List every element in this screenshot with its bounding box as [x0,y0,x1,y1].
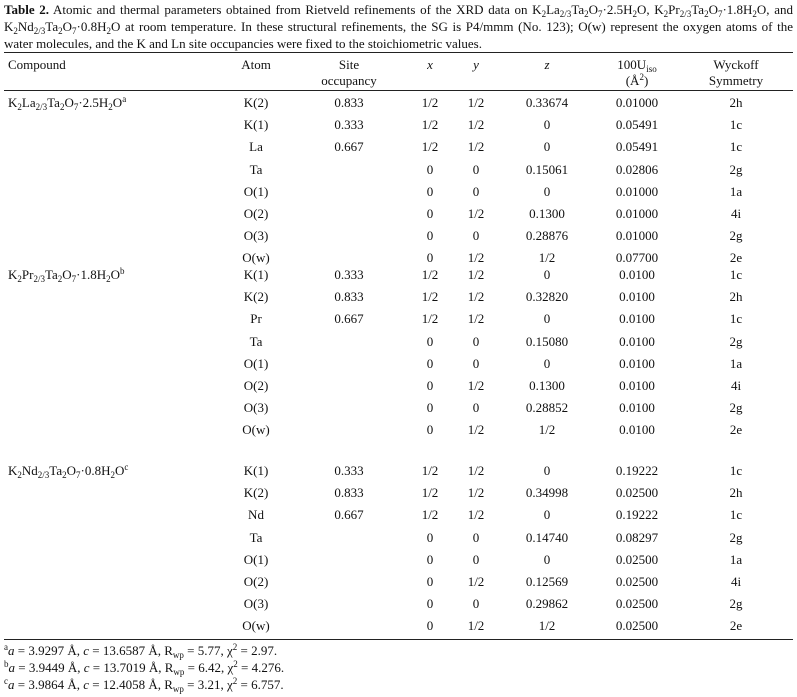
cell-wyckoff: 2h [729,289,743,305]
cell-uiso: 0.02500 [615,485,659,501]
cell-wyckoff: 2g [729,333,743,349]
cell-y: 1/2 [467,422,485,438]
cell-occupancy: 0.333 [334,463,364,478]
cell-wyckoff: 2g [729,596,743,612]
cell-atom: O(2) [243,378,269,393]
cell-atom: O(1) [243,551,269,567]
cell-z: 0 [543,311,551,327]
cell-y: 1/2 [467,139,485,155]
footnote: $^c$a = 3.9864 Å, c = 12.4058 Å, $R_{wp} = 3.21$, $\chi^2 = 6.757$. [4,676,284,694]
cell-x: 1/2 [421,311,439,327]
header-symmetry: Symmetry [708,73,764,88]
cell-y: 1/2 [467,574,485,589]
header-compound: Compound [8,57,66,72]
cell-y: 1/2 [467,618,485,634]
cell-atom: K(1) [243,117,269,133]
header-occupancy: occupancy [321,73,377,88]
header-x: x [427,57,433,72]
cell-wyckoff: 2g [729,161,743,177]
cell-uiso: 0.07700 [615,250,659,266]
header-atom: Atom [241,57,271,72]
cell-x: 0 [426,161,434,177]
cell-z: 0.1300 [529,378,565,393]
cell-uiso: 0.01000 [615,228,659,244]
cell-z: 0.33674 [525,95,569,110]
cell-y: 0 [472,596,480,612]
cell-uiso: 0.02500 [615,618,659,634]
cell-atom: O(w) [242,422,270,438]
cell-y: 1/2 [467,485,485,501]
cell-y: 0 [472,355,480,371]
cell-x: 0 [426,551,434,567]
top-rule [4,52,793,53]
cell-wyckoff: 1c [729,507,743,523]
cell-z: 0.14740 [525,529,569,545]
cell-uiso: 0.01000 [615,183,659,199]
cell-atom: K(2) [243,485,269,501]
cell-uiso: 0.0100 [619,355,655,371]
cell-y: 0 [472,161,480,177]
cell-y: 0 [472,183,480,199]
cell-x: 1/2 [421,267,439,282]
cell-atom: O(2) [243,206,269,221]
cell-uiso: 0.0100 [619,422,655,438]
cell-z: 0.28876 [525,228,569,244]
header-rule [4,90,793,91]
header-uiso-unit: $(Å^2)$ [625,72,649,88]
cell-uiso: 0.0100 [619,333,655,349]
cell-y: 1/2 [467,289,485,305]
compound-name: $K_2Pr_{2/3}Ta_2O_7\cdot 1.8H_2O^b$ [8,266,125,284]
cell-uiso: 0.02500 [615,551,659,567]
cell-x: 0 [426,618,434,634]
cell-wyckoff: 1c [729,311,743,327]
cell-wyckoff: 2h [729,95,743,110]
cell-x: 0 [426,596,434,612]
cell-atom: La [249,139,263,155]
cell-x: 0 [426,378,434,393]
header-wyckoff: Wyckoff [713,57,759,72]
cell-x: 1/2 [421,507,439,523]
cell-uiso: 0.19222 [615,463,659,478]
cell-y: 0 [472,551,480,567]
cell-y: 1/2 [467,311,485,327]
cell-atom: O(3) [243,228,269,244]
cell-y: 1/2 [467,463,485,478]
cell-x: 0 [426,228,434,244]
cell-x: 0 [426,574,434,589]
cell-uiso: 0.05491 [615,117,659,133]
cell-z: 0 [543,507,551,523]
cell-atom: O(w) [242,618,270,634]
footnote: $^a$a = 3.9297 Å, c = 13.6587 Å, $R_{wp} = 5.77$, $\chi^2 = 2.97$. [4,642,278,660]
cell-x: 0 [426,333,434,349]
cell-wyckoff: 1a [729,355,743,371]
cell-x: 0 [426,422,434,438]
cell-occupancy: 0.833 [334,485,364,501]
cell-z: 0.32820 [525,289,569,305]
cell-atom: O(3) [243,400,269,416]
header-y: y [473,57,479,72]
cell-y: 1/2 [467,250,485,266]
cell-wyckoff: 4i [730,378,742,393]
cell-uiso: 0.08297 [615,529,659,545]
cell-uiso: 0.0100 [619,311,655,327]
cell-z: 0.34998 [525,485,569,501]
cell-atom: K(2) [243,95,269,110]
cell-z: 0.29862 [525,596,569,612]
compound-name: $K_2Nd_{2/3}Ta_2O_7\cdot 0.8H_2O^c$ [8,462,129,480]
cell-atom: O(1) [243,183,269,199]
cell-wyckoff: 2e [729,618,743,634]
cell-x: 0 [426,250,434,266]
cell-occupancy: 0.333 [334,117,364,133]
cell-z: 0 [543,267,551,282]
cell-y: 0 [472,228,480,244]
cell-y: 1/2 [467,117,485,133]
cell-wyckoff: 1c [729,117,743,133]
cell-atom: Ta [249,333,263,349]
cell-x: 1/2 [421,463,439,478]
cell-y: 1/2 [467,206,485,221]
cell-atom: K(1) [243,463,269,478]
header-site: Site [338,57,360,72]
cell-y: 0 [472,333,480,349]
cell-z: 0.28852 [525,400,569,416]
cell-x: 1/2 [421,485,439,501]
cell-y: 0 [472,400,480,416]
cell-z: 0 [543,355,551,371]
cell-z: 0 [543,139,551,155]
caption-text: Atomic and thermal parameters obtained from Rietveld refinements of the XRD data on $K_2La_{2/3}Ta_2O_7\cdot 2.5H_2O$, $K_2Pr_{2/3}Ta_2O_7\cdot 1.8H_2O$, and $K_2Nd_{2/3}Ta_2O_7\cdot 0.8H_2O$ at room temperature. In these structural refinements, the SG is P4/mmm (No. 123); O(w) represent the oxygen atoms of the water molecules, and the K and Ln site occupancies were fixed to the stoichiometric values. [4,2,793,51]
cell-occupancy: 0.667 [334,507,364,523]
cell-uiso: 0.02500 [615,596,659,612]
cell-z: 0 [543,117,551,133]
cell-y: 1/2 [467,378,485,393]
cell-atom: Nd [248,507,264,523]
cell-uiso: 0.01000 [615,206,659,221]
cell-x: 0 [426,400,434,416]
cell-y: 0 [472,529,480,545]
cell-wyckoff: 2h [729,485,743,501]
cell-x: 0 [426,529,434,545]
cell-y: 1/2 [467,267,485,282]
cell-x: 1/2 [421,289,439,305]
cell-wyckoff: 1c [729,463,743,478]
cell-uiso: 0.0100 [619,400,655,416]
cell-wyckoff: 1c [729,267,743,282]
cell-atom: Ta [249,161,263,177]
cell-uiso: 0.0100 [619,378,655,393]
header-z: z [544,57,550,72]
cell-x: 1/2 [421,139,439,155]
cell-atom: K(2) [243,289,269,305]
cell-occupancy: 0.833 [334,95,364,110]
cell-wyckoff: 2g [729,529,743,545]
cell-x: 0 [426,355,434,371]
cell-x: 1/2 [421,117,439,133]
cell-z: 0.1300 [529,206,565,221]
cell-atom: O(1) [243,355,269,371]
cell-z: 0 [543,463,551,478]
cell-z: 1/2 [538,618,556,634]
cell-occupancy: 0.667 [334,311,364,327]
cell-wyckoff: 2g [729,228,743,244]
cell-uiso: 0.02806 [615,161,659,177]
cell-uiso: 0.0100 [619,267,655,282]
cell-occupancy: 0.333 [334,267,364,282]
cell-atom: O(2) [243,574,269,589]
cell-x: 0 [426,206,434,221]
cell-z: 0.12569 [525,574,569,589]
cell-atom: K(1) [243,267,269,282]
cell-x: 0 [426,183,434,199]
cell-atom: O(w) [242,250,270,266]
cell-wyckoff: 2g [729,400,743,416]
cell-wyckoff: 1a [729,551,743,567]
cell-wyckoff: 2e [729,422,743,438]
cell-y: 1/2 [467,507,485,523]
cell-atom: Ta [249,529,263,545]
compound-name: $K_2La_{2/3}Ta_2O_7\cdot 2.5H_2O^a$ [8,94,127,112]
cell-z: 1/2 [538,250,556,266]
cell-uiso: 0.19222 [615,507,659,523]
footnote: $^b$a = 3.9449 Å, c = 13.7019 Å, $R_{wp} = 6.42$, $\chi^2 = 4.276$. [4,659,285,677]
cell-wyckoff: 4i [730,574,742,589]
cell-wyckoff: 4i [730,206,742,221]
table-caption [4,1,793,52]
cell-z: 0.15061 [525,161,569,177]
cell-uiso: 0.01000 [615,95,659,110]
cell-wyckoff: 1a [729,183,743,199]
cell-z: 1/2 [538,422,556,438]
cell-x: 1/2 [421,95,439,110]
cell-occupancy: 0.667 [334,139,364,155]
cell-uiso: 0.0100 [619,289,655,305]
cell-uiso: 0.02500 [615,574,659,589]
cell-uiso: 0.05491 [615,139,659,155]
cell-z: 0 [543,551,551,567]
cell-z: 0 [543,183,551,199]
cell-atom: O(3) [243,596,269,612]
header-uiso: $100U_{iso}$ [617,57,657,74]
cell-y: 1/2 [467,95,485,110]
cell-atom: Pr [250,311,262,327]
caption-label: Table 2. [4,2,49,17]
cell-wyckoff: 2e [729,250,743,266]
bottom-rule [4,639,793,640]
cell-wyckoff: 1c [729,139,743,155]
cell-occupancy: 0.833 [334,289,364,305]
cell-z: 0.15080 [525,333,569,349]
